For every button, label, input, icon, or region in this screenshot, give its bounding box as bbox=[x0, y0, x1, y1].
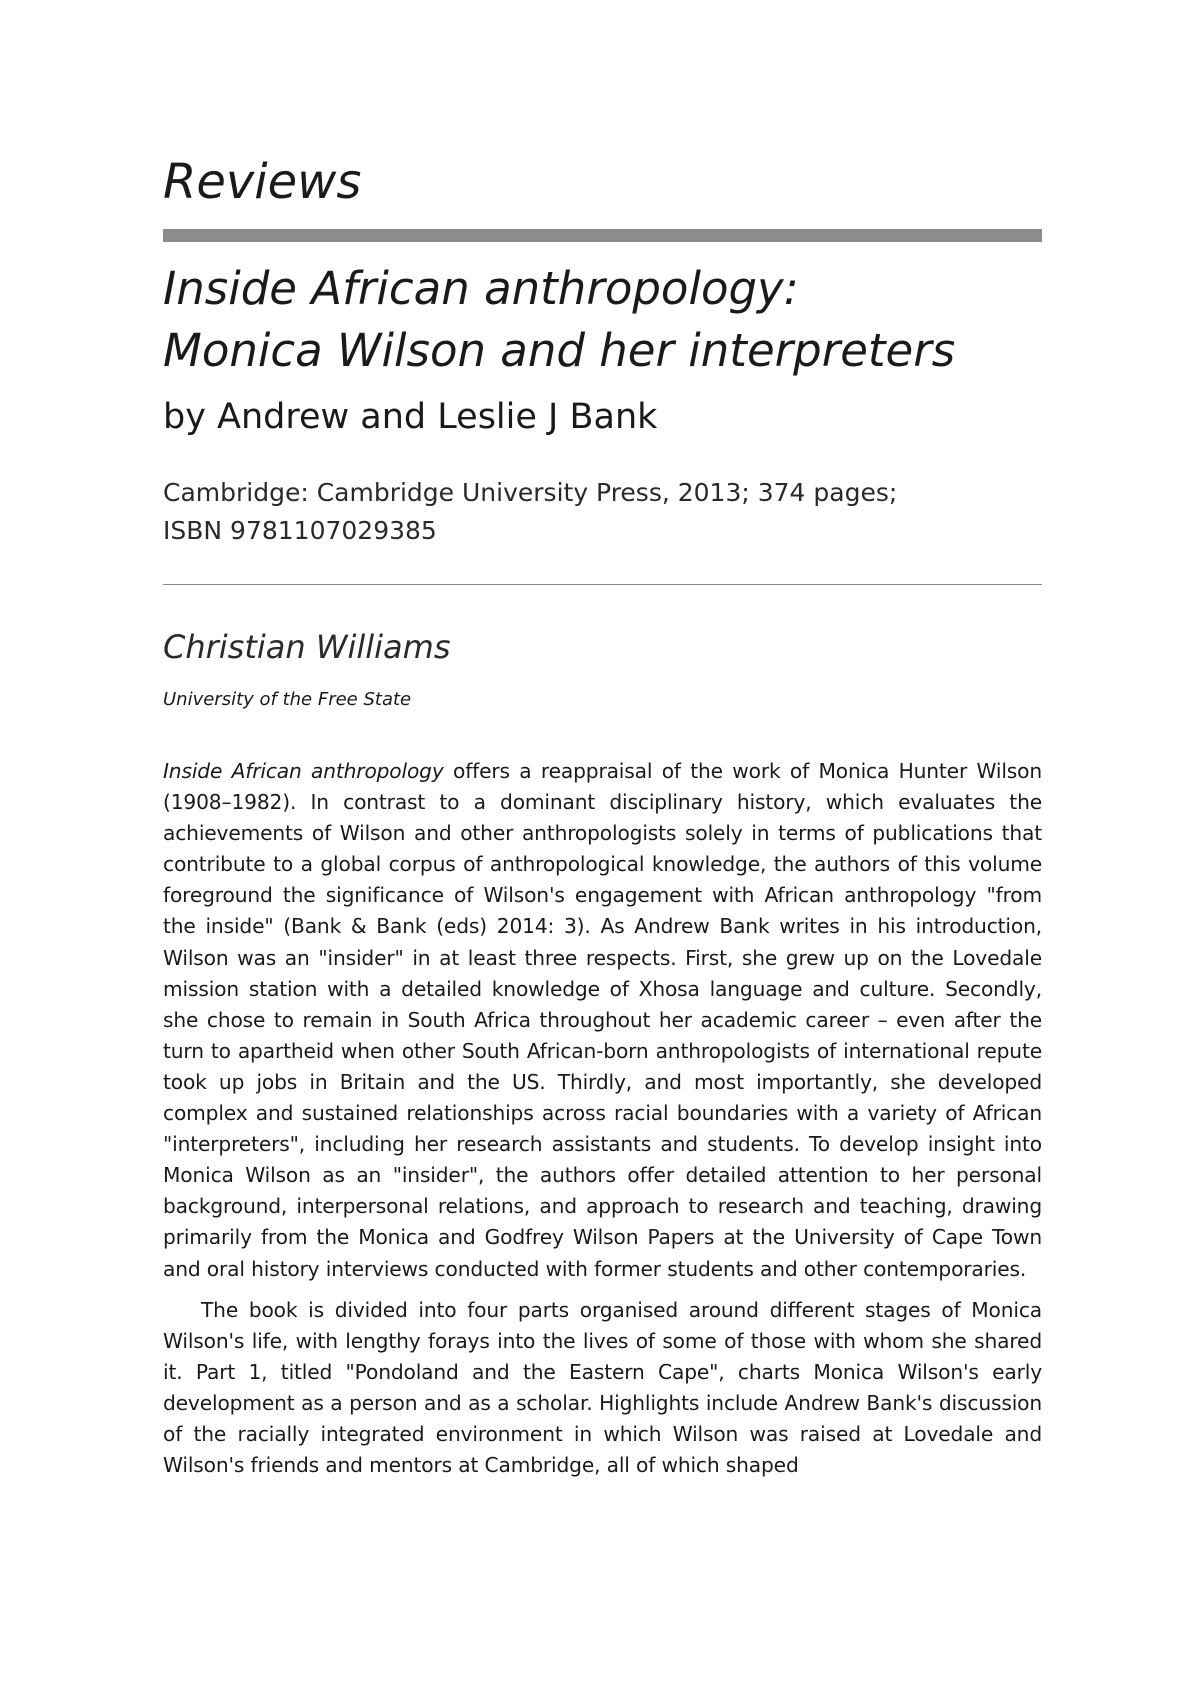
paragraph-1-text: offers a reappraisal of the work of Monica Hunter Wilson (1908–1982). In contrast to a dominant disciplinary history, which evaluates the achievements of Wilson and other anthropologists solely in terms of publications that contribute to a global corpus of anthropological knowledge, the authors of this volume foreground the significance of Wilson's engagement with African anthropology "from the inside" (Bank & Bank (eds) 2014: 3). As Andrew Bank writes in his introduction, Wilson was an "insider" in at least three respects. First, she grew up on the Lovedale mission station with a detailed knowledge of Xhosa language and culture. Secondly, she chose to remain in South Africa throughout her academic career – even after the turn to apartheid when other South African-born anthropologists of international repute took up jobs in Britain and the US. Thirdly, and most importantly, she developed complex and sustained relationships across racial boundaries with a variety of African "interpreters", including her research assistants and students. To develop insight into Monica Wilson as an "insider", the authors offer detailed attention to her personal background, interpersonal relations, and approach to research and teaching, drawing primarily from the Monica and Godfrey Wilson Papers at the University of Cape Town and oral history interviews conducted with former students and other contemporaries. bbox=[163, 759, 1042, 1281]
book-authors: by Andrew and Leslie J Bank bbox=[163, 397, 658, 437]
reviewer-affiliation: University of the Free State bbox=[163, 689, 412, 710]
section-title: Reviews bbox=[163, 154, 362, 210]
review-body bbox=[163, 756, 1042, 1481]
paragraph-1 bbox=[163, 756, 1042, 1285]
book-title bbox=[163, 258, 955, 382]
header-divider bbox=[163, 584, 1042, 585]
reviewer-name: Christian Williams bbox=[163, 628, 451, 666]
isbn: ISBN 9781107029385 bbox=[163, 516, 437, 545]
book-title-inline: Inside African anthropology bbox=[163, 759, 444, 783]
publication-info bbox=[163, 474, 897, 550]
book-title-line-1: Inside African anthropology: bbox=[163, 262, 799, 315]
paragraph-2: The book is divided into four parts organised around different stages of Monica Wilson's life, with lengthy forays into the lives of some of those with whom she shared it. Part 1, titled "Pondoland and the Eastern Cape", charts Monica Wilson's early development as a person and as a scholar. Highlights include Andrew Bank's discussion of the racially integrated environment in which Wilson was raised at Lovedale and Wilson's friends and mentors at Cambridge, all of which shaped bbox=[163, 1297, 1042, 1478]
publication-details: Cambridge: Cambridge University Press, 2013; 374 pages; bbox=[163, 478, 898, 507]
book-title-line-2: Monica Wilson and her interpreters bbox=[163, 324, 956, 377]
section-divider bbox=[163, 229, 1042, 242]
